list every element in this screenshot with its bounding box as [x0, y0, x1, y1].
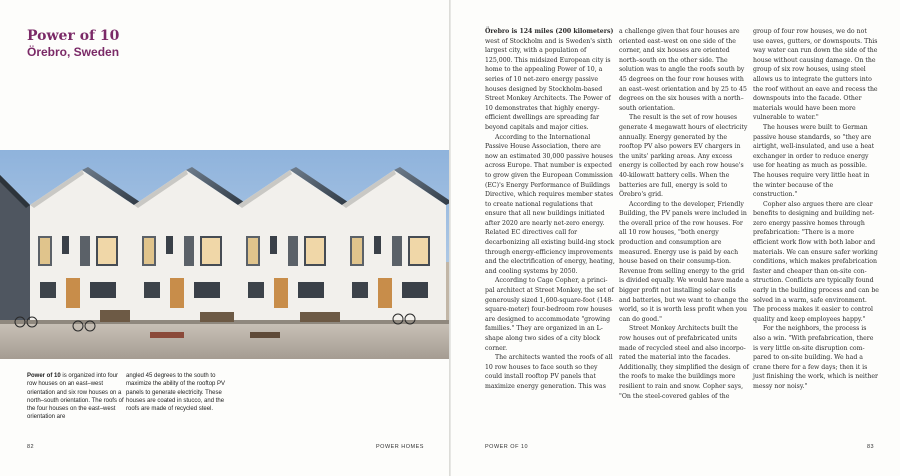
right-page [451, 0, 900, 476]
left-page [0, 0, 449, 476]
photo-caption-col1: Power of 10 is organized into four row houses on an east–west orientation and six row houses on a north–south orientation. The roofs of the four houses on the east–west orientation are [27, 373, 124, 421]
running-head-right: POWER OF 10 [485, 444, 529, 450]
body-column-3 [753, 27, 879, 392]
row-houses-photo [0, 150, 449, 359]
article-title: Power of 10 [27, 28, 120, 44]
running-head-left: POWER HOMES [376, 444, 424, 450]
paragraph: The architects wanted the roofs of all 10 row houses to face south so they could install rooftop PV panels that maximize energy generation. This was [485, 354, 613, 390]
paragraph: For the neighbors, the process is also a win. "With prefabrication, there is very little on-site disruption com-pared to on-site building. We had a crane there for a few days; then it is just finishing the work, which is neither messy nor noisy." [753, 325, 878, 390]
paragraph: Street Monkey Architects built the row houses out of prefabricated units made of recycled steel and also incorpo-rated the material into the facades. Additionally, they simplified the design of the roofs to make the buildings more resilient to rain and snow. Copher says, "On the steel-covered gables of the [619, 325, 749, 400]
paragraph: Örebro is 124 miles (200 kilometers) west of Stockholm and is Sweden's sixth largest city, with a population of 125,000. This midsized European city is home to the appealing Power of 10, a series of 10 net-zero energy passive houses designed by Stockholm-based Street Monkey Architects. The Power of 10 demonstrates that highly energy-efficient dwellings are spreading far beyond capitals and major cities. [485, 28, 614, 131]
paragraph: The houses were built to German passive house standards, so "they are airtight, well-insulated, and use a heat exchanger in order to reduce energy use for heating as much as possible. The houses require very little heat in the winter because of the construction." [753, 123, 875, 199]
photo-caption-col2: angled 45 degrees to the south to maximize the ability of the rooftop PV panels to generate electricity. These houses are coated in stucco, and the roofs are made of recycled steel. [126, 373, 226, 413]
paragraph: Copher also argues there are clear benefits to designing and building net-zero energy passive homes through prefabrication: "There is a more efficient work flow with both labor and materials. We can ensure safer working conditions, which makes prefabrication faster and cheaper than on-site con-struction. Conflicts are typically found early in the building process and can be solved in a warm, safe environment. The process makes it easier to control quality and keep employees happy." [753, 200, 879, 323]
body-column-2 [619, 27, 749, 401]
paragraph: The result is the set of row houses generate 4 megawatt hours of electricity annually. Energy generated by the rooftop PV also powers EV chargers in the units' parking areas. Any excess energy is collected by each row house's 40-kilowatt battery cells. When the batteries are full, energy is sold to Örebro's grid. [619, 114, 748, 199]
paragraph: group of four row houses, we do not use eaves, gutters, or downspouts. This way water can run down the side of the house without causing damage. On the group of six row houses, using steel allows us to integrate the gutters into the roof without an eave and recess the downspouts into the facade. Other materials would have been more vulnerable to water." [753, 28, 878, 122]
article-location: Örebro, Sweden [27, 45, 120, 59]
page-number-left: 82 [27, 444, 35, 450]
page-number-right: 83 [867, 444, 875, 450]
paragraph: According to Cage Copher, a princi-pal architect at Street Monkey, the set of generously sized 1,600-square-foot (148-square-meter) four-bedroom row houses are designed to accommodate "growing families." They are organized in an L-shape along two sides of a city block corner. [485, 277, 614, 352]
body-column-1 [485, 27, 615, 392]
paragraph: a challenge given that four houses are oriented east–west on one side of the corner, and six houses are oriented north–south on the other side. The solution was to angle the roofs south by 45 degrees on the four row houses with an east–west orientation and by 25 to 45 degrees on the six houses with a north–south orientation. [619, 28, 747, 112]
paragraph: According to the developer, Friendly Building, the PV panels were included in the overall price of the row houses. For all 10 row houses, "both energy production and consumption are measured. Energy use is paid by each house based on their consump-tion. Revenue from selling energy to the grid is divided equally. We would have made a bigger profit not installing solar cells and batteries, but we want to change the world, so it is worth less profit when you can do good." [619, 200, 749, 323]
paragraph: According to the International Passive House Association, there are now an estimated 30,000 passive houses across Europe. That number is expected to grow given the European Commission (EC)'s Energy Performance of Buildings Directive, which requires member states to create national regulations that ensure that all new buildings initiated after 2020 are nearly net-zero energy. Related EC directives call for decarbonizing all existing build-ing stock through energy-efficiency improvements and the electrification of energy, heating, and cooling systems by 2050. [485, 133, 615, 275]
